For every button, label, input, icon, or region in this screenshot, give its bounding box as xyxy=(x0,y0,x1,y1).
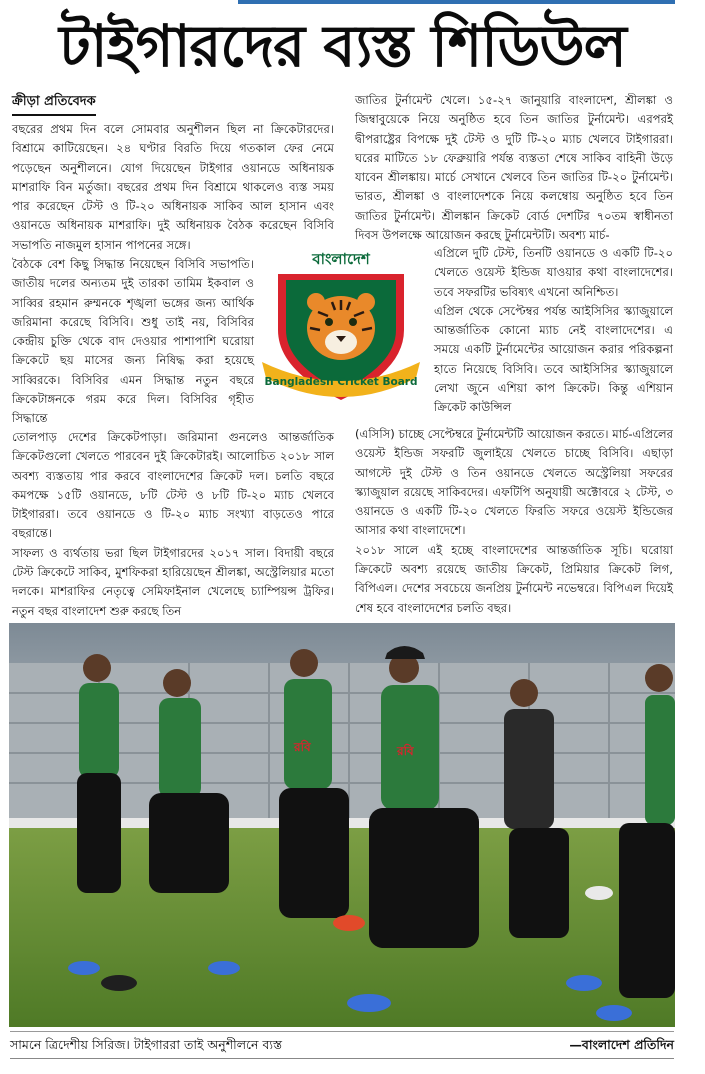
column-left-bottom xyxy=(12,428,334,618)
logo-title: বাংলাদেশ xyxy=(312,250,370,268)
tiger-icon xyxy=(307,293,375,360)
column-left-top xyxy=(12,120,334,254)
caption-credit: —বাংলাদেশ প্রতিদিন xyxy=(569,1037,674,1052)
top-accent-bar xyxy=(238,0,675,4)
bottom-divider xyxy=(10,1058,674,1059)
paragraph: এপ্রিল থেকে সেপ্টেম্বর পর্যন্ত আইসিসির স্ক্যাজুয়ালে আন্তর্জাতিক কোনো ম্যাচ নেই বাংলাদেশের। এ সময়ে একটি টুর্নামেন্টের আয়োজন করার পরিকল্পনা হাতে নিয়েছে বিসিবি। তবে আইসিসির স্ক্যাজুয়ালে লেখা জুনে এশিয়া কাপ ক্রিকেট। কিন্তু এশিয়ান ক্রিকেট কাউন্সিল xyxy=(434,303,673,415)
paragraph: (এসিসি) চাচ্ছে সেপ্টেম্বরে টুর্নামেন্টটি আয়োজন করতে। মার্চ-এপ্রিলের ওয়েস্ট ইন্ডিজ সফরটি জুলাইয়ে খেলতে চাচ্ছে বিসিবি। এছাড়া আগস্টে দুই টেস্ট ও তিন ওয়ানডে খেলতে অস্ট্রেলিয়া সফরের স্ক্যাজুয়াল রয়েছে সাকিবদের। এফটিপি অনুযায়ী অক্টোবরে ২ টেস্ট, ৩ ওয়ানডে ও একটি টি-২০ খেলতে ফিরতি সফরে ওয়েস্ট ইন্ডিজের আসার কথা বাংলাদেশে। xyxy=(355,427,673,538)
paragraph: ২০১৮ সালে এই হচ্ছে বাংলাদেশের আন্তর্জাতিক সূচি। ঘরোয়া ক্রিকেটে অবশ্য রয়েছে জাতীয় ক্রিকেট, প্রিমিয়ার ক্রিকেট লিগ, বিপিএল। দেশের সবচেয়ে জনপ্রিয় টুর্নামেন্ট নভেম্বরে। বিপিএল দিয়েই শেষ হবে বাংলাদেশের চলতি বছর। xyxy=(355,542,673,615)
jersey-sponsor: রবি xyxy=(397,744,414,758)
players-running-photo xyxy=(9,623,675,1027)
paragraph: তোলপাড় দেশের ক্রিকেটপাড়া। জরিমানা গুনলেও আন্তর্জাতিক ক্রিকেটগুলো খেলতে পারবেন দুই ক্রিকেটারই। আলোচিত ২০১৮ সাল অবশ্য ব্যস্ততায় পার করবে বাংলাদেশের ক্রিকেট দল। চলতি বছরে কমপক্ষে ১৫টি ওয়ানডে, ৮টি টেস্ট ও ৮টি টি-২০ ম্যাচ খেলবে টাইগাররা। তবে ওয়ানডে ও টি-২০ ম্যাচ সংখ্যা বাড়তেও পারে বছরান্তে। xyxy=(12,430,334,541)
paragraph: বৈঠকে বেশ কিছু সিদ্ধান্ত নিয়েছেন বিসিবি সভাপতি। জাতীয় দলের অন্যতম দুই তারকা তামিম ইকবাল ও সাব্বির রহমান রুম্মনকে শৃঙ্খলা ভঙ্গের জন্য আর্থিক জরিমানা করেছে বিসিবি। শুধু তাই নয়, বিসিবির কেন্দ্রীয় চুক্তি থেকে বাদ দেওয়ার পাশাপাশি ঘরোয়া ক্রিকেটে ছয় মাসের জন্য নিষিদ্ধ করা হয়েছে সাব্বিরকে। বিসিবির এমন সিদ্ধান্ত নতুন বছরে ক্রিকেটাঙ্গনকে গরম করে দিল। বিসিবির গৃহীত সিদ্ধান্তে xyxy=(12,257,254,426)
bcb-logo xyxy=(258,250,424,412)
byline: ক্রীড়া প্রতিবেদক xyxy=(12,92,96,116)
headline: টাইগারদের ব্যস্ত শিডিউল xyxy=(59,12,626,80)
column-right-narrow xyxy=(434,244,673,424)
paragraph: বছরের প্রথম দিন বলে সোমবার অনুশীলন ছিল না ক্রিকেটারদের। বিশ্রামে কাটিয়েছেন। ২৪ ঘণ্টার বিরতি দিয়ে গতকাল ফের নেমে পড়েছেন অনুশীলনে। যোগ দিয়েছেন টাইগার ওয়ানডে অধিনায়ক মাশরাফি বিন মর্তুজা। বছরের প্রথম দিন বিশ্রামে থাকলেও ব্যস্ত সময় পার করেছেন টেস্ট ও টি-২০ অধিনায়ক সাকিব আল হাসান এবং ওয়ানডে অধিনায়ক মাশরাফি। দুই অধিনায়ক বৈঠক করেছেন বিসিবি সভাপতি নাজমুল হাসান পাপনের সঙ্গে। xyxy=(12,122,334,252)
logo-banner-text: Bangladesh Cricket Board xyxy=(264,376,418,388)
paragraph: এপ্রিলে দুটি টেস্ট, তিনটি ওয়ানডে ও একটি টি-২০ খেলতে ওয়েস্ট ইন্ডিজ যাওয়ার কথা বাংলাদেশের। তবে সফরটির ভবিষ্যৎ এখনো অনিশ্চিত। xyxy=(434,246,673,299)
paragraph: সাফল্য ও ব্যর্থতায় ভরা ছিল টাইগারদের ২০১৭ সাল। বিদায়ী বছরে টেস্ট ক্রিকেটে সাকিব, মুশফিকরা হারিয়েছেন শ্রীলঙ্কা, অস্ট্রেলিয়ার মতো দলকে। মাশরাফির নেতৃত্বে সেমিফাইনাল খেলেছে চ্যাম্পিয়ন্স ট্রফির। নতুন বছর বাংলাদেশ শুরু করছে তিন xyxy=(12,545,334,618)
paragraph: জাতির টুর্নামেন্ট খেলে। ১৫-২৭ জানুয়ারি বাংলাদেশ, শ্রীলঙ্কা ও জিম্বাবুয়েকে নিয়ে অনুষ্ঠিত হবে তিন জাতির টুর্নামেন্ট। এরপরই দ্বীপরাষ্ট্রের বিপক্ষে দুই টেস্ট ও দুটি টি-২০ ম্যাচ খেলবে টাইগাররা। ঘরের মাটিতে ১৮ ফেব্রুয়ারি পর্যন্ত ব্যস্ততা শেষে সাকিব বাহিনী উড়ে যাবেন শ্রীলঙ্কায়। মার্চে সেখানে খেলবে তিন জাতির টি-২০ টুর্নামেন্ট। ভারত, শ্রীলঙ্কা ও বাংলাদেশকে নিয়ে কলম্বোয় অনুষ্ঠিত হবে তিন জাতির টুর্নামেন্ট। শ্রীলঙ্কান ক্রিকেট বোর্ড দেশটির ৭০তম স্বাধীনতা দিবস উপলক্ষে আয়োজন করছে টুর্নামেন্টটি। অবশ্য মার্চ- xyxy=(355,93,673,243)
jersey-sponsor: রবি xyxy=(294,740,311,754)
photo-caption xyxy=(10,1031,674,1054)
caption-text: সামনে ত্রিদেশীয় সিরিজ। টাইগাররা তাই অনুশীলনে ব্যস্ত xyxy=(10,1037,283,1052)
column-left-narrow xyxy=(12,255,254,425)
column-right-top xyxy=(355,91,673,243)
column-right-bottom xyxy=(355,425,673,615)
